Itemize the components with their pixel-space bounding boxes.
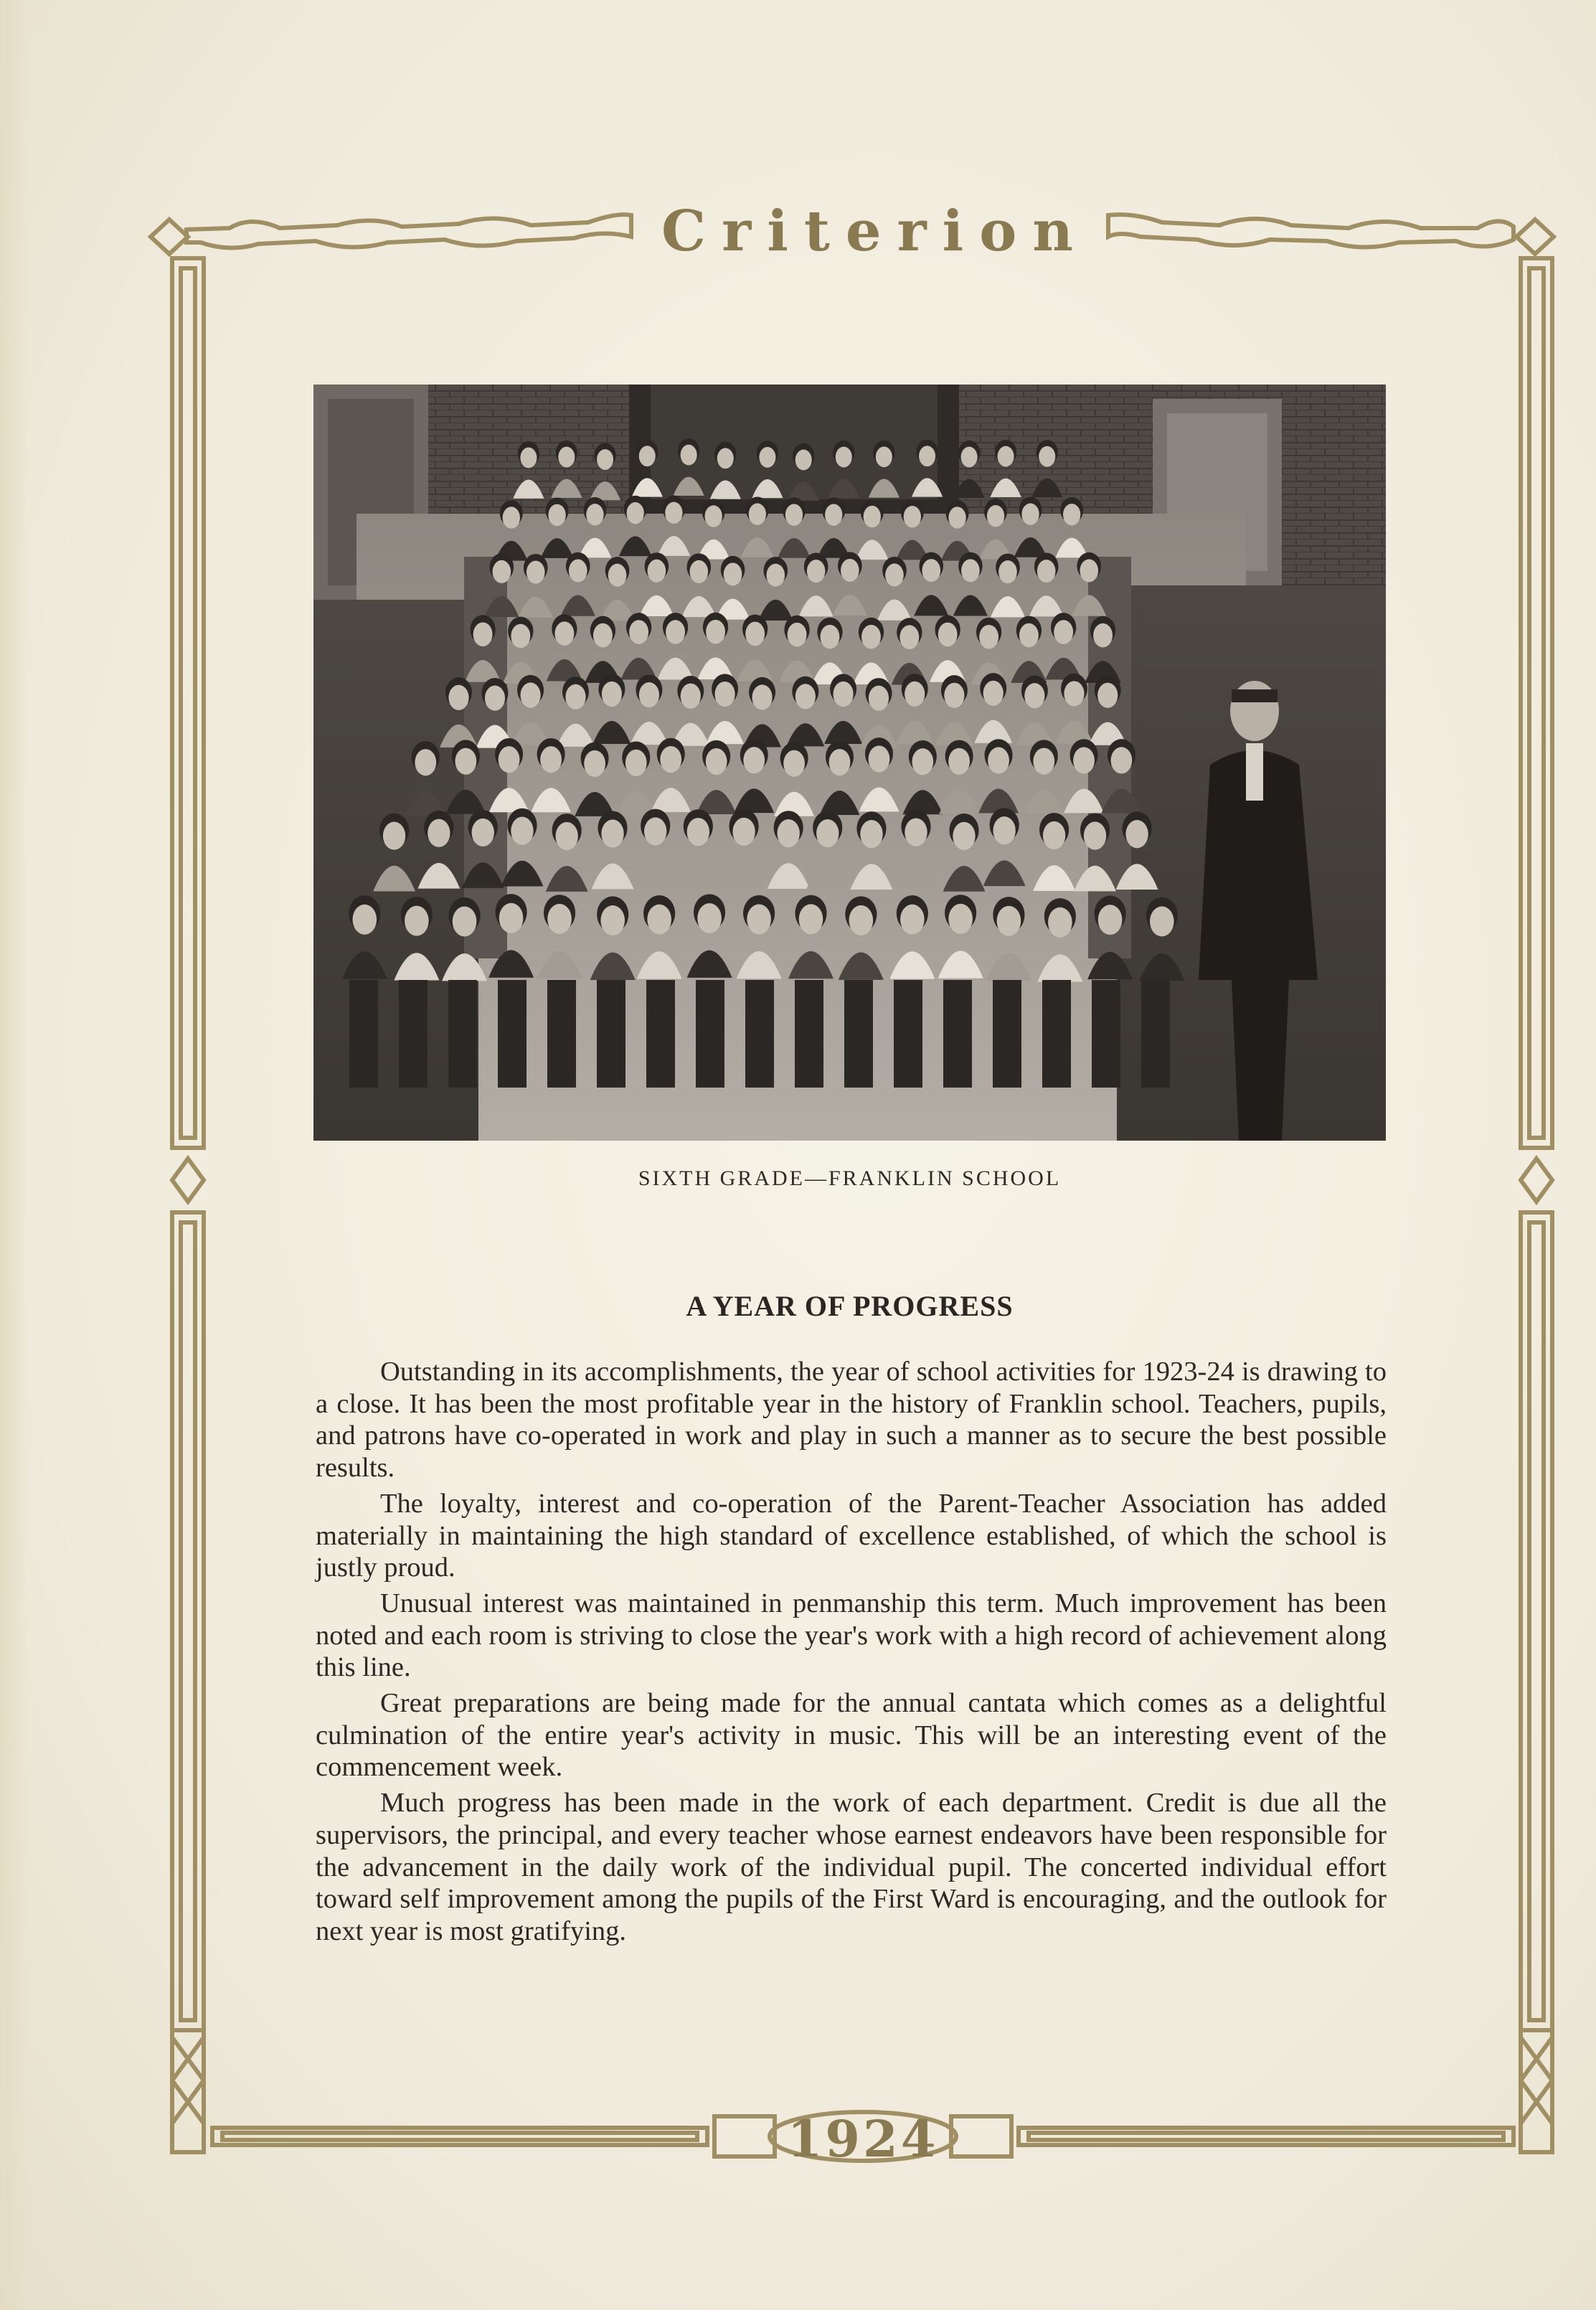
student-face [861,625,881,649]
yearbook-year: 1924 [787,2109,939,2169]
student-face [1063,504,1080,525]
student-face [666,620,685,644]
student-face [885,564,904,587]
student-face [383,821,405,849]
student-face [1111,747,1133,773]
student-face [816,819,839,847]
student-face [825,504,842,525]
student-face [453,906,477,936]
student-face [869,686,889,711]
student-face [665,502,682,524]
student-face [743,747,765,773]
student-legs [349,980,378,1088]
student-face [565,684,585,710]
student-face [724,562,742,585]
student-face [938,623,958,647]
student-face [1019,623,1039,648]
student-face [697,903,722,933]
student-face [998,446,1014,467]
student-face [511,816,533,844]
student-face [687,818,709,846]
student-face [766,564,785,587]
student-face [988,747,1009,773]
student-face [448,685,468,710]
student-face [499,746,520,773]
student-face [1097,683,1118,708]
student-face [745,622,765,646]
student-face [1064,681,1084,706]
student-face [540,746,562,773]
yearbook-title: Criterion [661,199,1089,264]
student-face [1039,446,1055,467]
student-face [428,819,450,847]
student-face [749,504,766,525]
student-face [1080,559,1098,582]
student-face [627,502,644,524]
article-paragraph: The loyalty, interest and co-operation of the Parent-Teacher Association has added materially in maintaining the high standard of excellence established, of which the school is justly proud. [316,1488,1387,1583]
student-face [608,564,627,587]
student-face [1048,908,1072,938]
student-legs [993,980,1021,1088]
student-face [912,748,933,775]
student-face [717,448,734,468]
student-face [600,905,625,935]
student-face [821,625,840,649]
student-face [841,559,859,582]
student-face [705,505,722,527]
student-face [732,818,755,846]
student-face [473,622,493,646]
student-face [548,504,565,526]
student-face [1054,620,1073,644]
student-legs [646,980,675,1088]
student-face [829,749,851,776]
student-face [869,745,890,772]
student-face [547,904,572,934]
student-legs [894,980,922,1088]
student-face [860,820,882,848]
article-body [316,1356,1387,1951]
article-paragraph: Much progress has been made in the work of each department. Credit is due all the supervisors, the principal, and every teacher whose earnest endeavors have been responsible for the advancement in the daily work of the individual pupil. The concerted individual effort toward self improvement among the pupils of the First Ward is encouraging, and the outlook for next year is most gratifying. [316,1788,1387,1946]
student-legs [1092,980,1120,1088]
student-face [1024,683,1044,708]
student-face [485,686,505,711]
student-face [795,450,812,471]
student-legs [745,980,774,1088]
student-face [1043,821,1065,849]
student-face [783,750,805,777]
student-face [706,620,725,644]
student-face [948,904,973,934]
student-face [689,560,708,583]
student-face [1098,905,1123,935]
student-face [961,559,980,582]
student-face [555,822,577,850]
student-face [647,905,671,935]
student-face [644,817,666,845]
student-face [849,905,874,935]
student-face [660,746,681,773]
student-face [503,506,520,528]
student-face [905,819,927,847]
student-face [405,906,429,936]
student-face [493,560,511,583]
article-paragraph: Outstanding in its accomplishments, the year of school activities for 1923-24 is drawing to a close. It has been the most profitable year in the history of Franklin school. Teachers, pupils, and patrons have co-operated in work and play in such a manner as to secure the best possible results. [316,1357,1387,1484]
student-face [706,748,727,775]
student-face [834,682,854,707]
student-face [899,625,919,649]
student-face [759,447,775,468]
student-face [919,446,935,466]
student-face [625,750,647,776]
student-face [900,905,925,935]
student-face [629,620,648,644]
student-face [944,683,964,708]
student-face [584,750,605,777]
student-face [987,505,1004,527]
article-paragraph: Unusual interest was maintained in penmanship this term. Much improvement has been noted and each room is striving to close the year's work with a high record of achievement along this line. [316,1588,1387,1683]
student-face [353,905,377,935]
student-legs [795,980,823,1088]
student-face [836,447,852,468]
student-face [998,560,1017,583]
student-face [527,561,545,584]
student-face [520,448,537,468]
student-face [681,445,697,466]
student-face [554,621,574,646]
student-face [648,560,666,583]
student-face [795,684,816,709]
student-face [715,682,735,707]
student-face [586,504,603,525]
student-face [1084,821,1106,849]
student-face [948,748,970,775]
student-face [785,504,803,525]
student-face [983,681,1004,706]
student-face [639,446,656,466]
student-face [602,682,622,707]
student-face [1021,504,1039,525]
student-legs [696,980,724,1088]
student-legs [844,980,873,1088]
student-face [876,446,892,467]
student-face [593,623,613,648]
student-legs [498,980,527,1088]
student-face [639,682,659,707]
student-face [922,559,940,582]
student-face [799,904,823,934]
student-legs [547,980,576,1088]
student-face [472,819,494,847]
student-face [569,560,587,583]
article-paragraph: Great preparations are being made for the annual cantata which comes as a delightful culmination of the entire year's activity in music. This will be an interesting event of the commencement week. [316,1688,1387,1783]
student-face [558,447,575,468]
student-face [953,822,975,850]
student-face [597,449,613,470]
student-face [752,684,772,710]
student-face [1150,906,1174,936]
student-face [511,624,530,649]
student-face [601,819,623,847]
student-legs [1141,980,1170,1088]
student-face [807,560,826,583]
student-face [415,749,436,776]
student-face [979,625,998,649]
student-face [778,819,800,847]
student-face [1037,560,1056,583]
student-face [1125,820,1148,848]
article-title: A YEAR OF PROGRESS [686,1290,1014,1322]
student-face [520,682,540,707]
student-face [905,682,925,707]
student-face [747,904,771,934]
student-legs [399,980,428,1088]
student-legs [943,980,972,1088]
photo-caption: SIXTH GRADE—FRANKLIN SCHOOL [638,1166,1062,1190]
student-face [1033,748,1054,774]
student-legs [448,980,477,1088]
student-face [993,816,1015,844]
student-face [1073,747,1095,773]
student-face [455,748,476,775]
student-legs [597,980,625,1088]
student-face [788,623,807,647]
student-face [904,506,921,527]
student-face [499,903,524,933]
class-photograph [313,385,1386,1141]
student-face [1093,623,1113,648]
student-face [864,506,881,527]
student-face [681,684,701,709]
student-face [961,447,978,468]
student-legs [1042,980,1071,1088]
student-face [948,506,965,528]
student-face [997,906,1021,936]
